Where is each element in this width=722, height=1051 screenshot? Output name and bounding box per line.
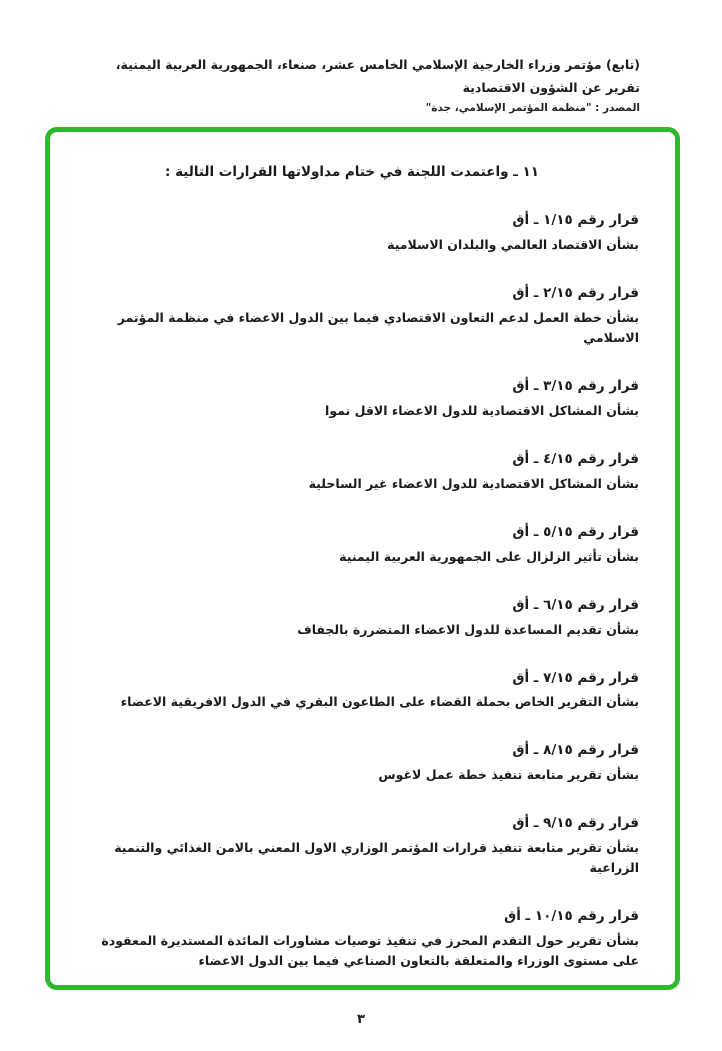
- page-number: ٣: [357, 1012, 365, 1027]
- resolution-subject: بشأن تقديم المساعدة للدول الاعضاء المتضررة بالجفاف: [297, 621, 639, 637]
- resolution-title: قرار رقم ٧/١٥ ـ أق: [512, 669, 639, 686]
- highlight-frame: [45, 127, 680, 990]
- resolution-subject: بشأن المشاكل الاقتصادية للدول الاعضاء غير الساحلية: [308, 475, 639, 491]
- resolution-title: قرار رقم ١/١٥ ـ أق: [512, 212, 639, 229]
- resolution-title: قرار رقم ١٠/١٥ ـ أق: [504, 908, 639, 925]
- resolution-title: قرار رقم ٨/١٥ ـ أق: [512, 742, 639, 759]
- resolution-subject: بشأن تأثير الزلزال على الجمهورية العربية اليمنية: [339, 548, 639, 564]
- resolution-subject: بشأن التقرير الخاص بحملة القضاء على الطاعون البقري في الدول الافريقية الاعضاء: [120, 694, 639, 710]
- resolution-item: [78, 524, 639, 567]
- resolution-title: قرار رقم ٦/١٥ ـ أق: [512, 596, 639, 613]
- header-title: (تابع) مؤتمر وزراء الخارجية الإسلامي الخامس عشر، صنعاء، الجمهورية العربية اليمنية، تقرير عن الشؤون الاقتصادية: [115, 57, 640, 95]
- resolution-subject: بشأن تقرير حول التقدم المحرز في تنفيذ توصيات مشاورات المائدة المستديرة المعقودة على مستوى الوزراء والمتعلقة بالتعاون الصناعي فيما بين الدول الاعضاء: [101, 933, 639, 968]
- resolution-subject: بشأن تقرير متابعة تنفيذ قرارات المؤتمر الوزاري الاول المعني بالامن الغذائي والتنمية الزراعية: [114, 840, 639, 876]
- resolution-item: [78, 378, 639, 421]
- resolution-item: [78, 451, 639, 494]
- resolution-item: [78, 597, 639, 640]
- frame-content: [50, 132, 675, 971]
- resolution-item: [78, 212, 639, 255]
- resolution-title: قرار رقم ٢/١٥ ـ أق: [512, 285, 639, 302]
- resolution-subject: بشأن الاقتصاد العالمي والبلدان الاسلامية: [387, 237, 639, 253]
- resolution-item: [78, 670, 639, 713]
- resolution-item: [78, 908, 639, 971]
- header-source: المصدر : "منظمة المؤتمر الإسلامي، جدة": [425, 102, 640, 114]
- intro-paragraph: ١١ ـ واعتمدت اللجنة في ختام مداولاتها القرارات التالية :: [164, 164, 539, 180]
- resolution-item: [78, 285, 639, 348]
- resolution-title: قرار رقم ٥/١٥ ـ أق: [512, 523, 639, 540]
- resolution-subject: بشأن المشاكل الاقتصادية للدول الاعضاء الاقل نموا: [325, 402, 639, 418]
- resolution-title: قرار رقم ٤/١٥ ـ أق: [512, 450, 639, 467]
- resolution-title: قرار رقم ٩/١٥ ـ أق: [512, 815, 639, 832]
- resolution-item: [78, 742, 639, 785]
- resolution-subject: بشأن خطة العمل لدعم التعاون الاقتصادي فيما بين الدول الاعضاء في منظمة المؤتمر الاسلامي: [117, 310, 639, 345]
- resolution-subject: بشأن تقرير متابعة تنفيذ خطة عمل لاغوس: [378, 767, 639, 783]
- resolution-item: [78, 815, 639, 878]
- document-header: [82, 54, 640, 114]
- resolution-title: قرار رقم ٣/١٥ ـ أق: [512, 378, 639, 394]
